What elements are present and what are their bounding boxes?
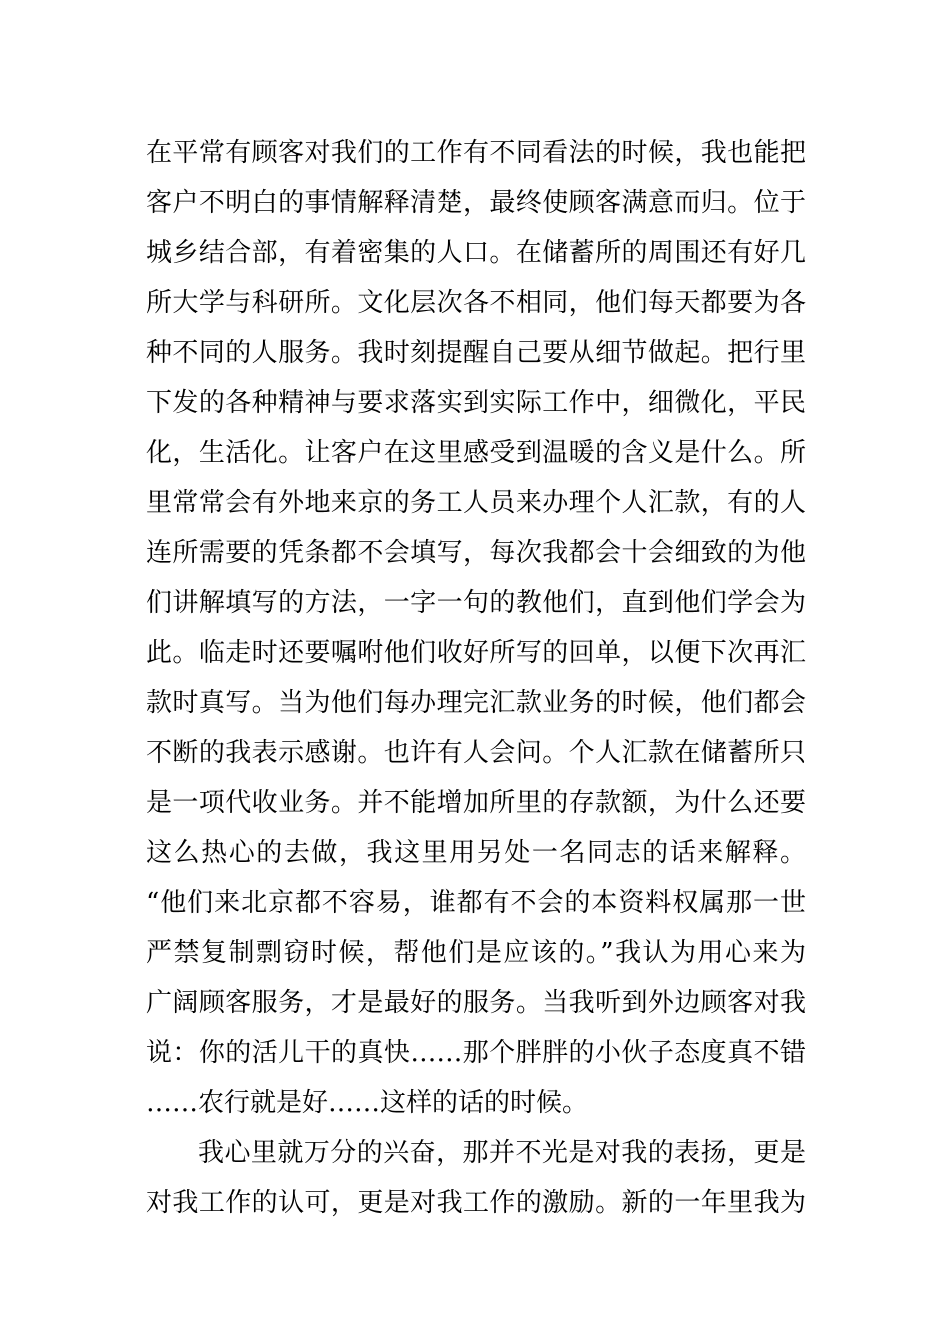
text-line: 不断的我表示感谢。也许有人会问。个人汇款在储蓄所只 <box>146 738 806 768</box>
text-line: 是一项代收业务。并不能增加所里的存款额，为什么还要 <box>146 788 806 818</box>
text-line: 客户不明白的事情解释清楚，最终使顾客满意而归。位于 <box>146 188 806 218</box>
text-line: ……农行就是好……这样的话的时候。 <box>146 1088 589 1118</box>
paragraph-start-line: 我心里就万分的兴奋，那并不光是对我的表扬，更是 <box>198 1138 806 1168</box>
text-line: 说：你的活儿干的真快……那个胖胖的小伙子态度真不错 <box>146 1038 806 1068</box>
text-line: “他们来北京都不容易，谁都有不会的本资料权属那一世 <box>146 888 806 918</box>
text-line: 款时真写。当为他们每办理完汇款业务的时候，他们都会 <box>146 688 806 718</box>
text-line: 对我工作的认可，更是对我工作的激励。新的一年里我为 <box>146 1188 806 1218</box>
text-line: 严禁复制剽窃时候，帮他们是应该的。”我认为用心来为 <box>146 938 806 968</box>
text-line: 里常常会有外地来京的务工人员来办理个人汇款，有的人 <box>146 488 806 518</box>
text-line: 种不同的人服务。我时刻提醒自己要从细节做起。把行里 <box>146 338 806 368</box>
text-line: 广阔顾客服务，才是最好的服务。当我听到外边顾客对我 <box>146 988 806 1018</box>
text-line: 城乡结合部，有着密集的人口。在储蓄所的周围还有好几 <box>146 238 806 268</box>
text-line: 这么热心的去做，我这里用另处一名同志的话来解释。 <box>146 838 806 868</box>
text-line: 下发的各种精神与要求落实到实际工作中，细微化，平民 <box>146 388 806 418</box>
text-line: 们讲解填写的方法，一字一句的教他们，直到他们学会为 <box>146 588 806 618</box>
text-line: 在平常有顾客对我们的工作有不同看法的时候，我也能把 <box>146 138 806 168</box>
text-line: 化，生活化。让客户在这里感受到温暖的含义是什么。所 <box>146 438 806 468</box>
body-text <box>146 128 806 1228</box>
text-line: 此。临走时还要嘱咐他们收好所写的回单，以便下次再汇 <box>146 638 806 668</box>
text-line: 连所需要的凭条都不会填写，每次我都会十会细致的为他 <box>146 538 806 568</box>
text-line: 所大学与科研所。文化层次各不相同，他们每天都要为各 <box>146 288 806 318</box>
